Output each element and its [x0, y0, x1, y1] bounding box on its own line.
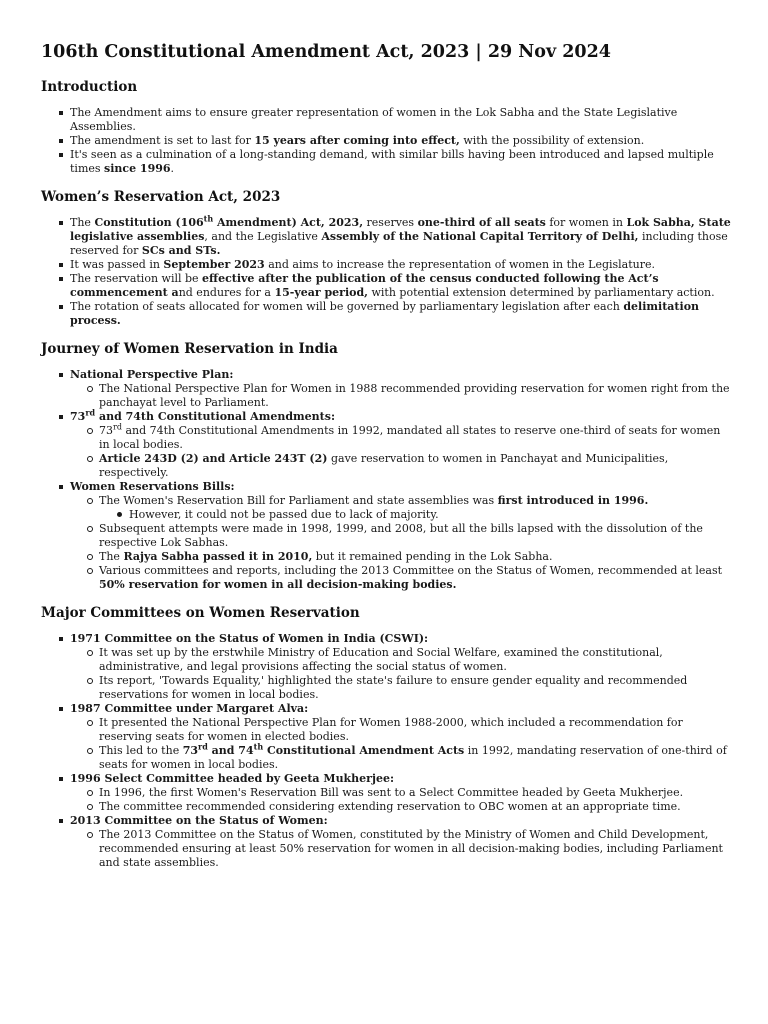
sub-list-item: Article 243D (2) and Article 243T (2) gave reservation to women in Panchayat and Municipalities, respectively.: [70, 452, 731, 480]
list-item: 1971 Committee on the Status of Women in India (CSWI): It was set up by the erstwhile Ministry of Education and Social Welfare, examined the constitutional, administrative, and legal provisions affecting the social status of women. Its report, 'Towards Equality,' highlighted the state's failure to ensure gender equality and recommended reservations for women in local bodies.: [41, 632, 731, 702]
list-item: 1996 Select Committee headed by Geeta Mukherjee: In 1996, the first Women's Reservation Bill was sent to a Select Committee headed by Geeta Mukherjee. The committee recommended considering extending reservation to OBC women at an appropriate time.: [41, 772, 731, 814]
sub-list-item: Various committees and reports, including the 2013 Committee on the Status of Women, recommended at least 50% reservation for women in all decision-making bodies.: [70, 564, 731, 592]
sub-list-item: The National Perspective Plan for Women in 1988 recommended providing reservation for women right from the panchayat level to Parliament.: [70, 382, 731, 410]
list-item: The reservation will be effective after the publication of the census conducted following the Act’s commencement and endures for a 15-year period, with potential extension determined by parliamentary action.: [41, 272, 731, 300]
sub-list-item: The committee recommended considering extending reservation to OBC women at an appropriate time.: [70, 800, 731, 814]
introduction-list: [41, 106, 731, 176]
list-item: The Amendment aims to ensure greater representation of women in the Lok Sabha and the State Legislative Assemblies.: [41, 106, 731, 134]
journey-list: [41, 368, 731, 592]
sub-list-item: The 2013 Committee on the Status of Women, constituted by the Ministry of Women and Child Development, recommended ensuring at least 50% reservation for women in all decision-making bodies, including Parliament and state assemblies.: [70, 828, 731, 870]
sub-list: [70, 786, 731, 814]
sub-list-item: The Rajya Sabha passed it in 2010, but it remained pending in the Lok Sabha.: [70, 550, 731, 564]
list-item: It's seen as a culmination of a long-standing demand, with similar bills having been introduced and lapsed multiple times since 1996.: [41, 148, 731, 176]
document-page: [41, 40, 731, 882]
list-item: National Perspective Plan: The National Perspective Plan for Women in 1988 recommended providing reservation for women right from the panchayat level to Parliament.: [41, 368, 731, 410]
sub-list: [70, 646, 731, 702]
sub-list-item: Subsequent attempts were made in 1998, 1999, and 2008, but all the bills lapsed with the dissolution of the respective Lok Sabhas.: [70, 522, 731, 550]
sub-list-item: The Women's Reservation Bill for Parliament and state assemblies was first introduced in 1996. However, it could not be passed due to lack of majority.: [70, 494, 731, 522]
sub-list: [70, 716, 731, 772]
sub-list: [70, 424, 731, 480]
sub-sub-list-item: However, it could not be passed due to lack of majority.: [99, 508, 731, 522]
sub-list: [70, 494, 731, 592]
sub-list: [70, 828, 731, 870]
list-item: The Constitution (106th Amendment) Act, 2023, reserves one-third of all seats for women in Lok Sabha, State legislative assemblies, and the Legislative Assembly of the National Capital Territory of Delhi, including those reserved for SCs and STs.: [41, 216, 731, 258]
sub-list-item: 73rd and 74th Constitutional Amendments in 1992, mandated all states to reserve one-third of seats for women in local bodies.: [70, 424, 731, 452]
list-item: Women Reservations Bills: The Women's Reservation Bill for Parliament and state assemblies was first introduced in 1996. However, it could not be passed due to lack of majority. Subsequent attempts were made in 1998, 1999, and 2008, but all the bills lapsed with the dissolution of the respective Lok Sabhas. The Rajya Sabha passed it in 2010, but it remained pending in the Lok Sabha. Various committees and reports, including the 2013 Committee on the Status of Women, recommended at least 50% reservation for women in all decision-making bodies.: [41, 480, 731, 592]
list-item: 73rd and 74th Constitutional Amendments: 73rd and 74th Constitutional Amendments in 1992, mandated all states to reserve one-third of seats for women in local bodies. Article 243D (2) and Article 243T (2) gave reservation to women in Panchayat and Municipalities, respectively.: [41, 410, 731, 480]
section-heading-introduction: Introduction: [41, 79, 138, 95]
list-item: 1987 Committee under Margaret Alva: It presented the National Perspective Plan for Women 1988-2000, which included a recommendation for reserving seats for women in elected bodies. This led to the 73rd and 74th Constitutional Amendment Acts in 1992, mandating reservation of one-third of seats for women in local bodies.: [41, 702, 731, 772]
sub-list-item: Its report, 'Towards Equality,' highlighted the state's failure to ensure gender equality and recommended reservations for women in local bodies.: [70, 674, 731, 702]
section-heading-womens-reservation-act: Women’s Reservation Act, 2023: [41, 189, 281, 205]
list-item: 2013 Committee on the Status of Women: The 2013 Committee on the Status of Women, constituted by the Ministry of Women and Child Development, recommended ensuring at least 50% reservation for women in all decision-making bodies, including Parliament and state assemblies.: [41, 814, 731, 870]
committees-list: [41, 632, 731, 870]
womens-reservation-act-list: [41, 213, 731, 328]
list-item: The amendment is set to last for 15 years after coming into effect, with the possibility of extension.: [41, 134, 731, 148]
sub-list-item: It presented the National Perspective Plan for Women 1988-2000, which included a recommendation for reserving seats for women in elected bodies.: [70, 716, 731, 744]
page-title: 106th Constitutional Amendment Act, 2023 | 29 Nov 2024: [41, 42, 611, 62]
section-heading-major-committees: Major Committees on Women Reservation: [41, 605, 360, 621]
sub-list-item: This led to the 73rd and 74th Constitutional Amendment Acts in 1992, mandating reservation of one-third of seats for women in local bodies.: [70, 744, 731, 772]
sub-list-item: It was set up by the erstwhile Ministry of Education and Social Welfare, examined the constitutional, administrative, and legal provisions affecting the social status of women.: [70, 646, 731, 674]
list-item: It was passed in September 2023 and aims to increase the representation of women in the Legislature.: [41, 258, 731, 272]
sub-list: [70, 382, 731, 410]
section-heading-journey: Journey of Women Reservation in India: [41, 341, 338, 357]
sub-list-item: In 1996, the first Women's Reservation Bill was sent to a Select Committee headed by Geeta Mukherjee.: [70, 786, 731, 800]
list-item: The rotation of seats allocated for women will be governed by parliamentary legislation after each delimitation process.: [41, 300, 731, 328]
sub-sub-list: [99, 508, 731, 522]
